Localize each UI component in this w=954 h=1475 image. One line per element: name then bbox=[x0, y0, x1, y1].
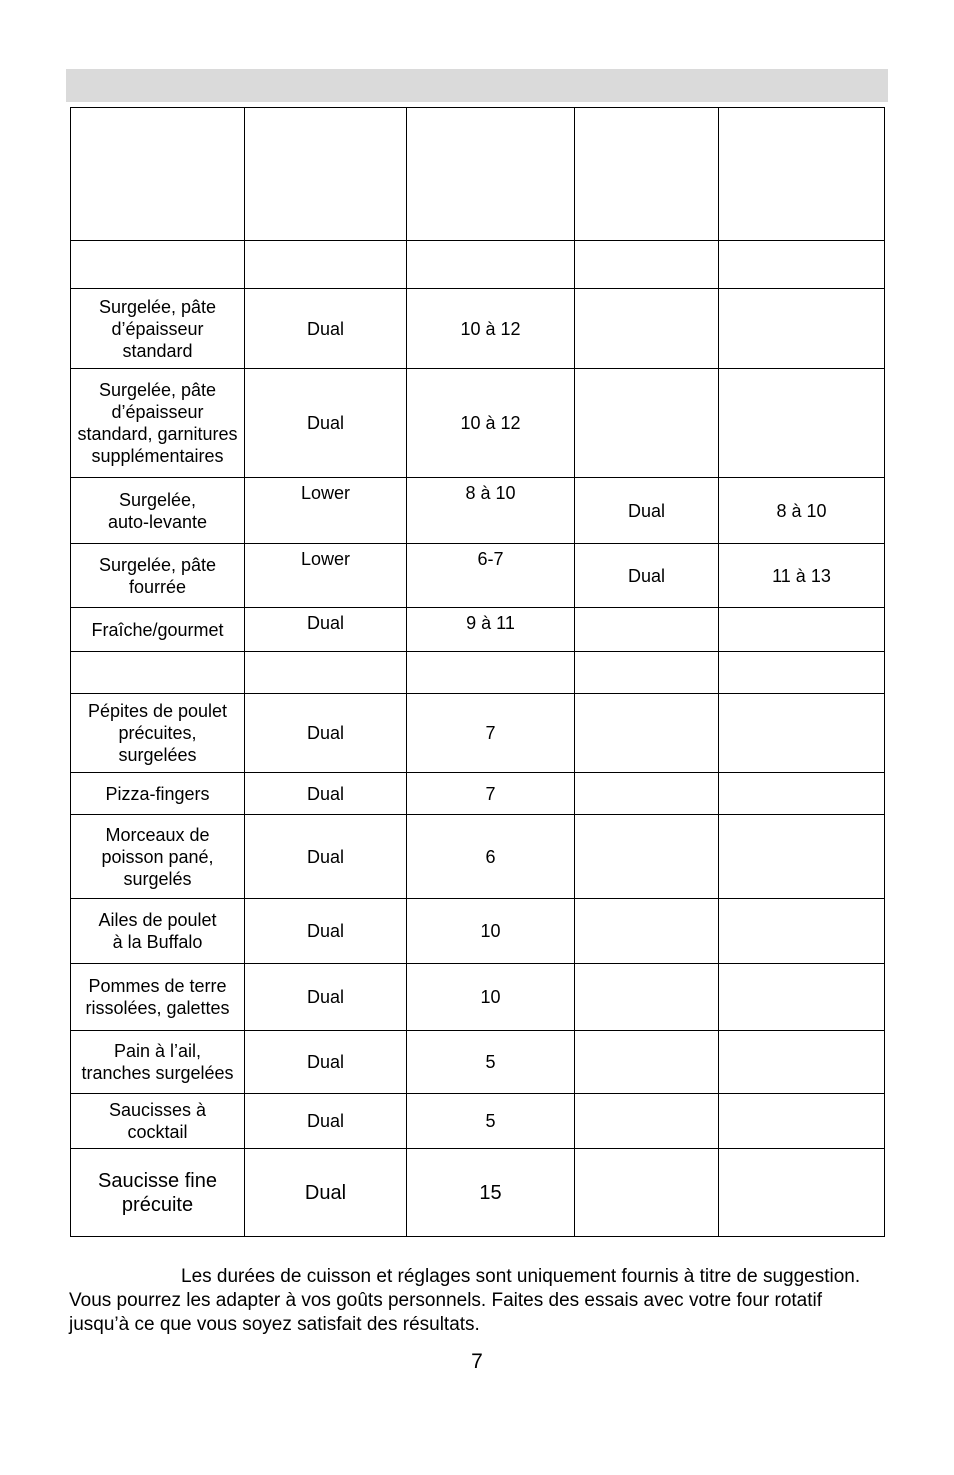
cell-food: Pizza-fingers bbox=[71, 773, 245, 815]
cell-time: 7 bbox=[407, 694, 575, 773]
section-row bbox=[71, 241, 885, 289]
cell-setting2 bbox=[575, 964, 719, 1031]
cell-setting2 bbox=[575, 369, 719, 478]
cell-food bbox=[71, 108, 245, 241]
table-row bbox=[71, 1031, 885, 1094]
cell-setting: Dual bbox=[245, 899, 407, 964]
cell-setting2 bbox=[575, 108, 719, 241]
table-row bbox=[71, 964, 885, 1031]
table-row bbox=[71, 1149, 885, 1237]
cell-time2 bbox=[719, 815, 885, 899]
cell-setting2 bbox=[575, 1149, 719, 1237]
cell-time: 6 bbox=[407, 815, 575, 899]
cell-setting2: Dual bbox=[575, 478, 719, 544]
cell-time bbox=[407, 108, 575, 241]
cell-setting2 bbox=[575, 1031, 719, 1094]
cell-time: 10 bbox=[407, 964, 575, 1031]
cell-setting2 bbox=[575, 899, 719, 964]
cell-time2 bbox=[719, 608, 885, 652]
cell-food: Fraîche/gourmet bbox=[71, 608, 245, 652]
cell-setting2 bbox=[575, 1094, 719, 1149]
cell-time bbox=[407, 652, 575, 694]
cell-setting: Dual bbox=[245, 608, 407, 652]
cell-setting: Lower bbox=[245, 544, 407, 608]
cell-setting2 bbox=[575, 815, 719, 899]
cell-food bbox=[71, 652, 245, 694]
cell-setting2 bbox=[575, 241, 719, 289]
cell-food: Surgelée, auto-levante bbox=[71, 478, 245, 544]
cell-time: 8 à 10 bbox=[407, 478, 575, 544]
cell-setting: Dual bbox=[245, 1094, 407, 1149]
cell-setting: Dual bbox=[245, 369, 407, 478]
cell-time2 bbox=[719, 773, 885, 815]
cell-time: 5 bbox=[407, 1094, 575, 1149]
cell-time2 bbox=[719, 694, 885, 773]
cooking-times-table bbox=[70, 107, 885, 1237]
cell-setting: Dual bbox=[245, 773, 407, 815]
table-row bbox=[71, 608, 885, 652]
cell-time2 bbox=[719, 899, 885, 964]
note-paragraph bbox=[69, 1265, 869, 1337]
table-row bbox=[71, 773, 885, 815]
table-row bbox=[71, 544, 885, 608]
cell-time2 bbox=[719, 1149, 885, 1237]
cell-time: 7 bbox=[407, 773, 575, 815]
cell-time2 bbox=[719, 964, 885, 1031]
cell-setting: Dual bbox=[245, 694, 407, 773]
cell-time2 bbox=[719, 369, 885, 478]
cell-food: Surgelée, pâte d’épaisseur standard bbox=[71, 289, 245, 369]
cell-setting bbox=[245, 652, 407, 694]
cell-food: Pain à l’ail, tranches surgelées bbox=[71, 1031, 245, 1094]
page-number: 7 bbox=[471, 1350, 483, 1373]
cell-setting2 bbox=[575, 652, 719, 694]
cell-food: Morceaux de poisson pané, surgelés bbox=[71, 815, 245, 899]
cell-time: 5 bbox=[407, 1031, 575, 1094]
cell-setting: Dual bbox=[245, 289, 407, 369]
cell-setting2 bbox=[575, 773, 719, 815]
cell-food bbox=[71, 241, 245, 289]
cell-time2 bbox=[719, 241, 885, 289]
cell-setting2 bbox=[575, 694, 719, 773]
cell-setting2: Dual bbox=[575, 544, 719, 608]
cell-time: 9 à 11 bbox=[407, 608, 575, 652]
table-row bbox=[71, 1094, 885, 1149]
table-header-row bbox=[71, 108, 885, 241]
table-row bbox=[71, 694, 885, 773]
cell-time: 10 à 12 bbox=[407, 289, 575, 369]
cell-food: Surgelée, pâte d’épaisseur standard, garnitures supplémentaires bbox=[71, 369, 245, 478]
cell-setting: Dual bbox=[245, 1031, 407, 1094]
cell-setting: Lower bbox=[245, 478, 407, 544]
table-row bbox=[71, 369, 885, 478]
cell-food: Pépites de poulet précuites, surgelées bbox=[71, 694, 245, 773]
cell-food: Ailes de poulet à la Buffalo bbox=[71, 899, 245, 964]
cell-time2 bbox=[719, 652, 885, 694]
table-row bbox=[71, 289, 885, 369]
cell-setting: Dual bbox=[245, 815, 407, 899]
cell-food: Surgelée, pâte fourrée bbox=[71, 544, 245, 608]
section-row bbox=[71, 652, 885, 694]
cell-time2 bbox=[719, 289, 885, 369]
cell-time2 bbox=[719, 1031, 885, 1094]
cell-time: 15 bbox=[407, 1149, 575, 1237]
cell-setting bbox=[245, 241, 407, 289]
table-row bbox=[71, 478, 885, 544]
table-header-bar bbox=[66, 69, 888, 102]
cell-food: Pommes de terre rissolées, galettes bbox=[71, 964, 245, 1031]
cell-setting: Dual bbox=[245, 964, 407, 1031]
table-row bbox=[71, 815, 885, 899]
cell-time2: 8 à 10 bbox=[719, 478, 885, 544]
cell-food: Saucisse fine précuite bbox=[71, 1149, 245, 1237]
cell-setting2 bbox=[575, 289, 719, 369]
cell-setting2 bbox=[575, 608, 719, 652]
cell-time: 6-7 bbox=[407, 544, 575, 608]
note-text: Les durées de cuisson et réglages sont uniquement fournis à titre de suggestion. Vous pourrez les adapter à vos goûts personnels. Faites des essais avec votre four rotatif jusqu’à ce que vous soyez satisfait des résultats. bbox=[69, 1266, 861, 1335]
cell-time2: 11 à 13 bbox=[719, 544, 885, 608]
cell-time bbox=[407, 241, 575, 289]
cell-time2 bbox=[719, 1094, 885, 1149]
cell-food: Saucisses à cocktail bbox=[71, 1094, 245, 1149]
cell-time: 10 bbox=[407, 899, 575, 964]
cell-setting: Dual bbox=[245, 1149, 407, 1237]
cell-time2 bbox=[719, 108, 885, 241]
table-row bbox=[71, 899, 885, 964]
cell-setting bbox=[245, 108, 407, 241]
cell-time: 10 à 12 bbox=[407, 369, 575, 478]
